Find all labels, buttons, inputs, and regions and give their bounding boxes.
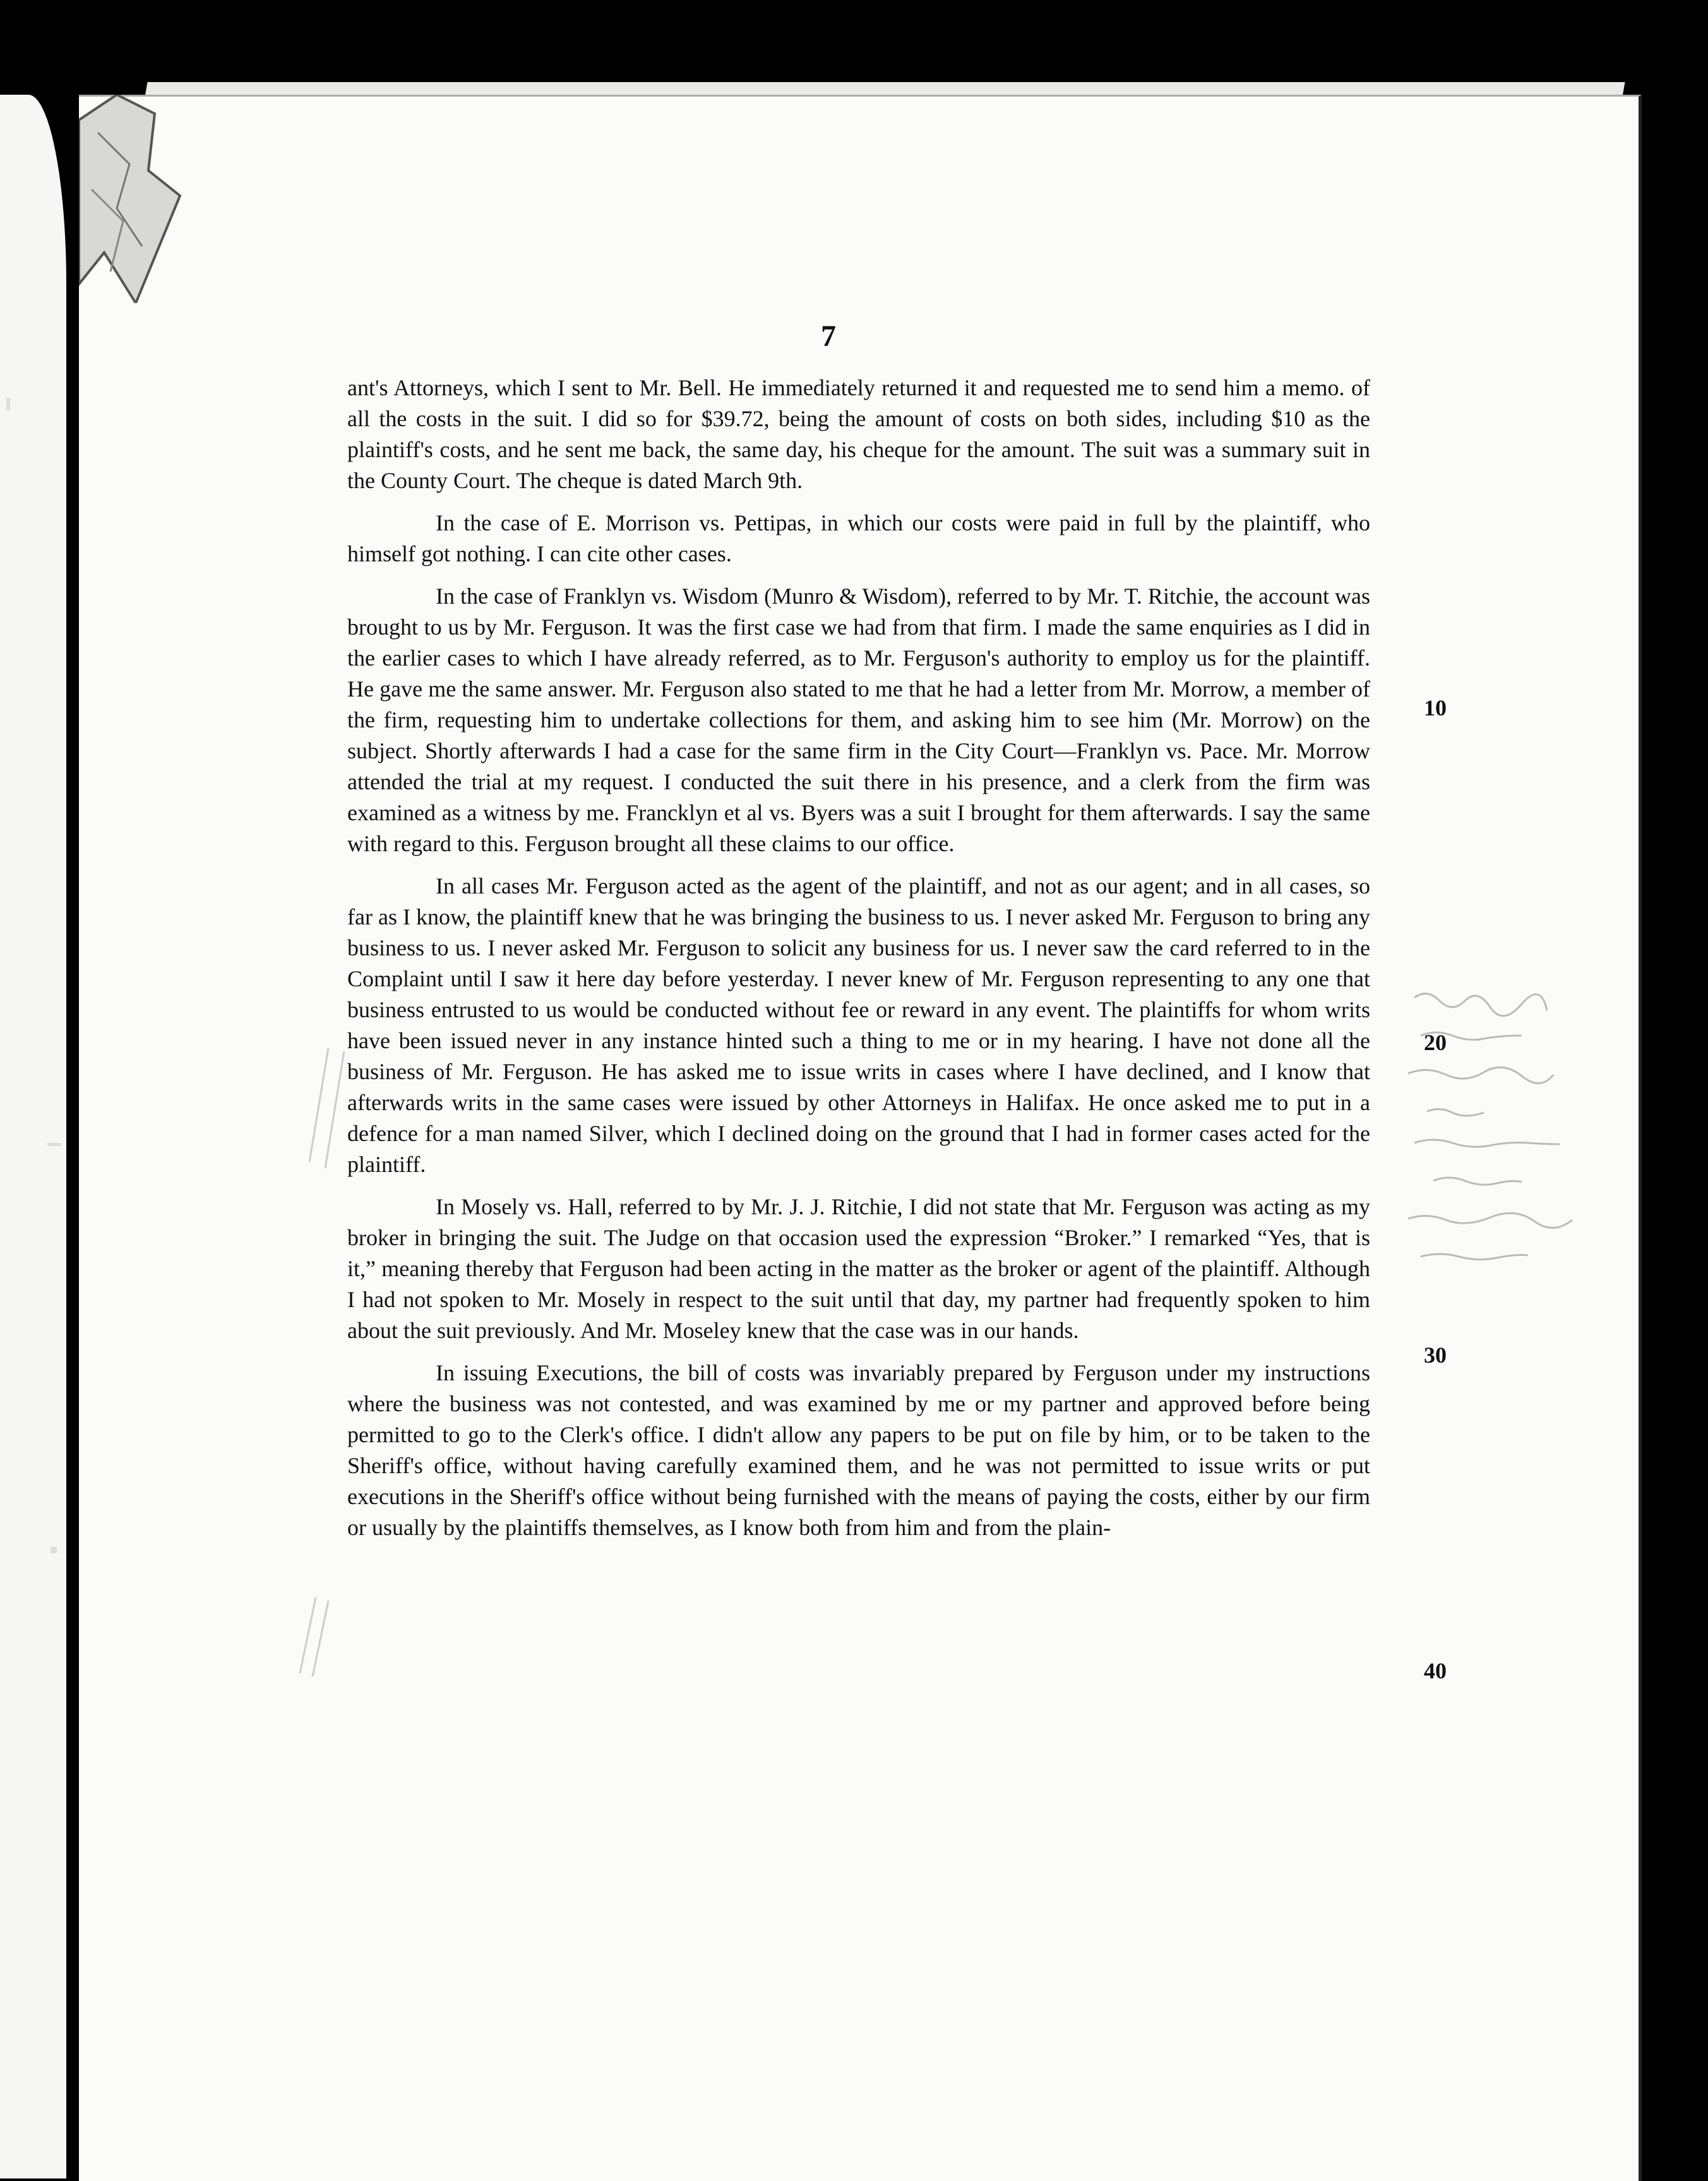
line-number: 40 (1424, 1658, 1447, 1683)
line-number: 30 (1424, 1342, 1447, 1368)
paragraph: In issuing Executions, the bill of costs was invariably prepared by Ferguson under my instructions where the business was not contested, and was examined by me or my partner and approved before being permitted to go to the Clerk's office. I didn't allow any papers to be put on file by him, or to be taken to the Sheriff's office, without having carefully examined them, and he was not permitted to issue writs or put executions in the Sheriff's office without being furnished with the means of paying the costs, either by our firm or usually by the plaintiffs themselves, as I know both from him and from the plain- (347, 1360, 1370, 1540)
line-number: 10 (1424, 695, 1447, 720)
paragraph: ant's Attorneys, which I sent to Mr. Bell. He immediately returned it and requested me to send him a memo. of all the costs in the suit. I did so for $39.72, being the amount of costs on both sides, including $10 as the plaintiff's costs, and he sent me back, the same day, his cheque for the amount. The suit was a summary suit in the County Court. The cheque is dated March 9th. (347, 375, 1370, 493)
paragraph: In Mosely vs. Hall, referred to by Mr. J. J. Ritchie, I did not state that Mr. Ferguson was acting as my broker in bringing the suit. The Judge on that occasion used the expression “Broker.” I remarked “Yes, that is it,” meaning thereby that Ferguson had been acting in the matter as the broker or agent of the plaintiff. Although I had not spoken to Mr. Mosely in respect to the suit until that day, my partner had frequently spoken to him about the suit previously. And Mr. Moseley knew that the case was in our hands. (347, 1194, 1370, 1343)
page-number: 7 (821, 320, 836, 353)
line-number: 20 (1424, 1030, 1447, 1055)
paragraph: In the case of Franklyn vs. Wisdom (Munro & Wisdom), referred to by Mr. T. Ritchie, the account was brought to us by Mr. Ferguson. It was the first case we had from that firm. I made the same enquiries as I did in the earlier cases to which I have already referred, as to Mr. Ferguson's authority to employ us for the plaintiff. He gave me the same answer. Mr. Ferguson also stated to me that he had a letter from Mr. Morrow, a member of the firm, requesting him to undertake collections for them, and asking him to see him (Mr. Morrow) on the subject. Shortly afterwards I had a case for the same firm in the City Court—Franklyn vs. Pace. Mr. Morrow attended the trial at my request. I conducted the suit there in his presence, and a clerk from the firm was examined as a witness by me. Francklyn et al vs. Byers was a suit I brought for them afterwards. I say the same with regard to this. Ferguson brought all these claims to our office. (347, 583, 1370, 856)
paragraph: In all cases Mr. Ferguson acted as the agent of the plaintiff, and not as our agent; and in all cases, so far as I know, the plaintiff knew that he was bringing the business to us. I never asked Mr. Ferguson to bring any business to us. I never asked Mr. Ferguson to solicit any business for us. I never saw the card referred to in the Complaint until I saw it here day before yesterday. I never knew of Mr. Ferguson representing to any one that business entrusted to us would be conducted without fee or reward in any event. The plaintiffs for whom writs have been issued never in any instance hinted such a thing to me or in my hearing. I have not done all the business of Mr. Ferguson. He has asked me to issue writs in cases where I have declined, and I know that afterwards writs in the same cases were issued by other Attorneys in Halifax. He once asked me to put in a defence for a man named Silver, which I declined doing on the ground that I had in former cases acted for the plaintiff. (347, 873, 1370, 1177)
paragraph: In the case of E. Morrison vs. Pettipas, in which our costs were paid in full by the plaintiff, who himself got nothing. I can cite other cases. (347, 510, 1370, 566)
